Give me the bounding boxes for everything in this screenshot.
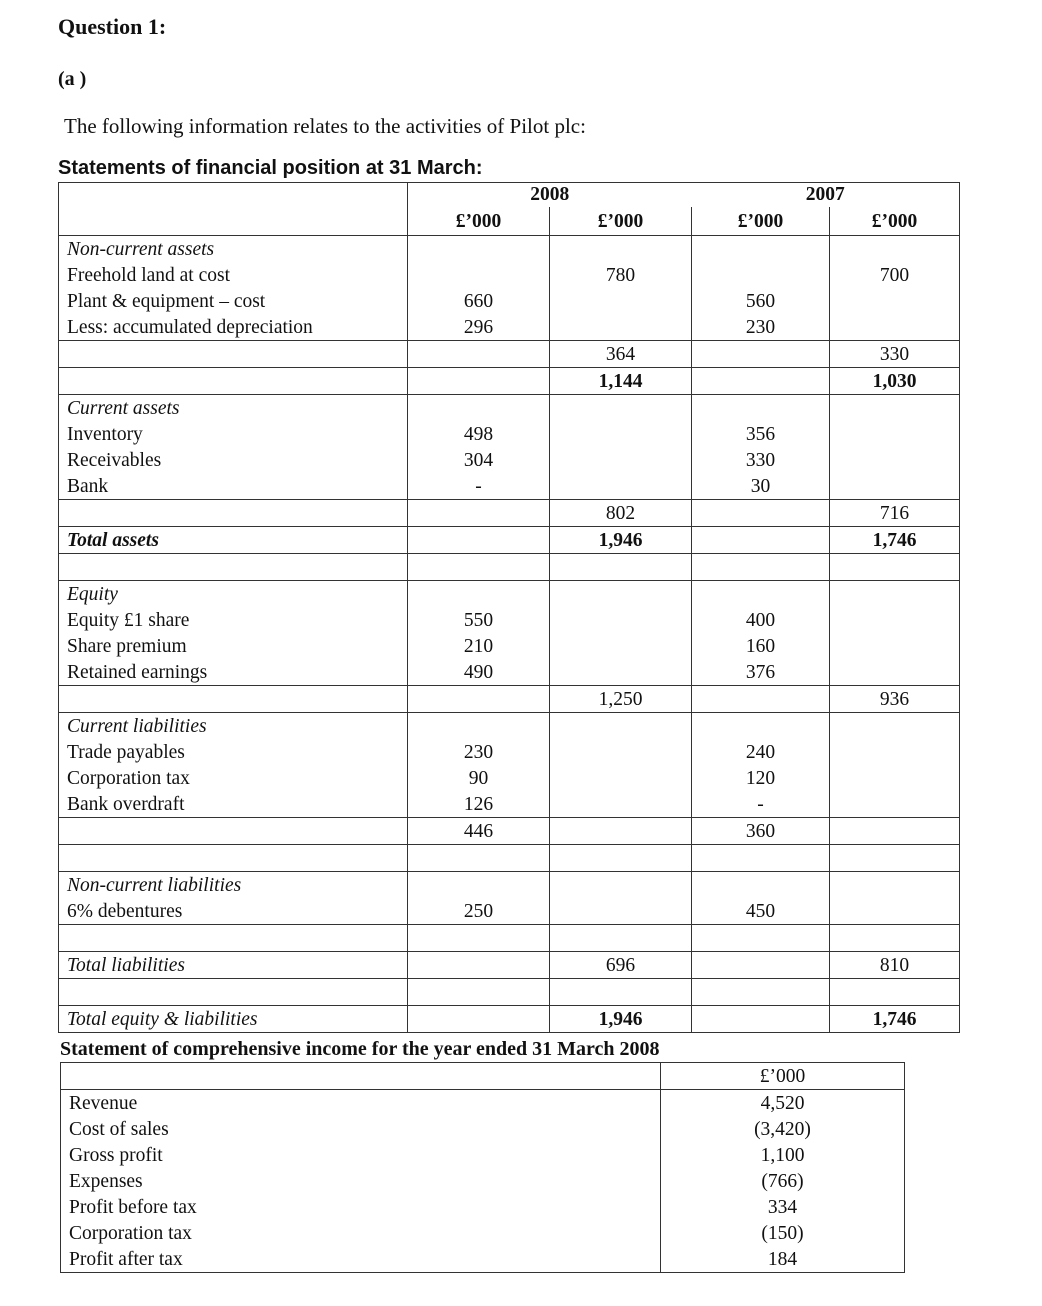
value-cell	[550, 473, 692, 500]
table-row	[59, 368, 960, 395]
row-label	[59, 845, 408, 872]
sci-unit-header: £’000	[661, 1063, 905, 1090]
value-cell	[830, 765, 960, 791]
sci-row-label: Revenue	[61, 1090, 661, 1117]
row-label: Total equity & liabilities	[59, 1006, 408, 1033]
value-cell	[408, 952, 550, 979]
unit-header: £’000	[692, 207, 830, 236]
row-label	[59, 818, 408, 845]
value-cell	[550, 447, 692, 473]
value-cell	[830, 739, 960, 765]
sci-value-cell: 184	[661, 1246, 905, 1273]
value-cell	[692, 952, 830, 979]
value-cell: 330	[692, 447, 830, 473]
value-cell: 1,746	[830, 1006, 960, 1033]
value-cell	[550, 765, 692, 791]
table-row	[59, 421, 960, 447]
value-cell: 810	[830, 952, 960, 979]
table-row	[61, 1194, 905, 1220]
value-cell	[830, 713, 960, 740]
table-row	[59, 659, 960, 686]
sci-row-label: Expenses	[61, 1168, 661, 1194]
financial-position-table	[58, 182, 960, 1033]
value-cell	[692, 368, 830, 395]
row-label	[59, 341, 408, 368]
row-label: 6% debentures	[59, 898, 408, 925]
value-cell	[830, 659, 960, 686]
row-label	[59, 686, 408, 713]
table-row	[59, 554, 960, 581]
value-cell: 1,946	[550, 1006, 692, 1033]
value-cell	[408, 581, 550, 608]
table-row	[59, 314, 960, 341]
table-row	[59, 898, 960, 925]
row-label	[59, 979, 408, 1006]
sci-value-cell: 334	[661, 1194, 905, 1220]
table-row	[59, 1006, 960, 1033]
table-row	[59, 713, 960, 740]
row-label: Freehold land at cost	[59, 262, 408, 288]
table-row	[59, 288, 960, 314]
value-cell: 210	[408, 633, 550, 659]
table-row	[59, 447, 960, 473]
row-label: Non-current liabilities	[59, 872, 408, 899]
table-row	[59, 581, 960, 608]
value-cell: 304	[408, 447, 550, 473]
table-row	[61, 1090, 905, 1117]
unit-header: £’000	[408, 207, 550, 236]
sci-row-label: Gross profit	[61, 1142, 661, 1168]
value-cell: 400	[692, 607, 830, 633]
table-row	[61, 1116, 905, 1142]
value-cell: 240	[692, 739, 830, 765]
value-cell	[830, 314, 960, 341]
value-cell	[692, 872, 830, 899]
value-cell: 330	[830, 341, 960, 368]
row-label: Inventory	[59, 421, 408, 447]
value-cell: 498	[408, 421, 550, 447]
value-cell: 1,144	[550, 368, 692, 395]
table-row	[59, 686, 960, 713]
value-cell	[830, 633, 960, 659]
year-2008-header: 2008	[408, 183, 692, 208]
value-cell	[550, 979, 692, 1006]
value-cell	[830, 845, 960, 872]
row-label: Total assets	[59, 527, 408, 554]
row-label	[59, 925, 408, 952]
value-cell	[692, 581, 830, 608]
value-cell: 376	[692, 659, 830, 686]
table-row	[59, 791, 960, 818]
value-cell	[830, 236, 960, 263]
value-cell	[408, 713, 550, 740]
value-cell	[550, 236, 692, 263]
row-label: Current liabilities	[59, 713, 408, 740]
value-cell: -	[692, 791, 830, 818]
sci-value-cell: (766)	[661, 1168, 905, 1194]
value-cell	[408, 686, 550, 713]
value-cell	[830, 288, 960, 314]
table-row	[59, 341, 960, 368]
row-label: Non-current assets	[59, 236, 408, 263]
value-cell	[692, 236, 830, 263]
sci-row-label: Corporation tax	[61, 1220, 661, 1246]
value-cell: 160	[692, 633, 830, 659]
table-row	[61, 1246, 905, 1273]
row-label: Total liabilities	[59, 952, 408, 979]
value-cell: 1,746	[830, 527, 960, 554]
value-cell: -	[408, 473, 550, 500]
value-cell	[692, 262, 830, 288]
value-cell	[408, 1006, 550, 1033]
value-cell: 296	[408, 314, 550, 341]
table-row	[59, 527, 960, 554]
value-cell: 780	[550, 262, 692, 288]
unit-header: £’000	[830, 207, 960, 236]
row-label: Current assets	[59, 395, 408, 422]
value-cell	[692, 925, 830, 952]
value-cell: 250	[408, 898, 550, 925]
row-label: Corporation tax	[59, 765, 408, 791]
value-cell: 230	[692, 314, 830, 341]
value-cell	[408, 395, 550, 422]
value-cell: 1,946	[550, 527, 692, 554]
value-cell	[408, 368, 550, 395]
row-label: Less: accumulated depreciation	[59, 314, 408, 341]
sci-value-cell: (3,420)	[661, 1116, 905, 1142]
sci-row-label: Cost of sales	[61, 1116, 661, 1142]
table-row	[59, 845, 960, 872]
value-cell	[692, 395, 830, 422]
table-row	[59, 952, 960, 979]
table-row	[61, 1168, 905, 1194]
table-row	[59, 236, 960, 263]
table-row	[61, 1220, 905, 1246]
value-cell	[692, 554, 830, 581]
value-cell: 560	[692, 288, 830, 314]
value-cell	[550, 581, 692, 608]
value-cell	[550, 872, 692, 899]
sci-title: Statement of comprehensive income for the year ended 31 March 2008	[60, 1038, 660, 1060]
value-cell	[550, 791, 692, 818]
table-row	[59, 872, 960, 899]
value-cell	[408, 925, 550, 952]
header-blank-cell	[59, 183, 408, 236]
value-cell	[550, 395, 692, 422]
value-cell	[830, 898, 960, 925]
table-row	[59, 607, 960, 633]
comprehensive-income-table	[60, 1062, 905, 1273]
value-cell	[550, 845, 692, 872]
table-row	[59, 925, 960, 952]
value-cell	[830, 791, 960, 818]
value-cell	[830, 421, 960, 447]
value-cell	[692, 686, 830, 713]
value-cell	[692, 713, 830, 740]
table-row	[59, 765, 960, 791]
value-cell: 364	[550, 341, 692, 368]
value-cell	[408, 500, 550, 527]
row-label: Bank overdraft	[59, 791, 408, 818]
value-cell	[692, 341, 830, 368]
value-cell	[550, 554, 692, 581]
value-cell: 936	[830, 686, 960, 713]
row-label	[59, 554, 408, 581]
value-cell	[550, 288, 692, 314]
table-row	[61, 1142, 905, 1168]
value-cell	[830, 607, 960, 633]
value-cell: 450	[692, 898, 830, 925]
value-cell: 230	[408, 739, 550, 765]
value-cell	[692, 845, 830, 872]
value-cell	[830, 872, 960, 899]
value-cell: 30	[692, 473, 830, 500]
value-cell	[830, 447, 960, 473]
table-row	[59, 395, 960, 422]
value-cell	[408, 979, 550, 1006]
value-cell	[408, 845, 550, 872]
question-heading: Question 1:	[58, 14, 167, 39]
sfp-title: Statements of financial position at 31 March:	[58, 157, 483, 179]
sci-value-cell: 4,520	[661, 1090, 905, 1117]
sci-value-cell: (150)	[661, 1220, 905, 1246]
value-cell: 490	[408, 659, 550, 686]
value-cell	[692, 527, 830, 554]
sci-value-cell: 1,100	[661, 1142, 905, 1168]
value-cell: 120	[692, 765, 830, 791]
table-row	[59, 739, 960, 765]
value-cell	[408, 527, 550, 554]
value-cell	[408, 236, 550, 263]
value-cell: 360	[692, 818, 830, 845]
value-cell	[408, 554, 550, 581]
value-cell: 1,030	[830, 368, 960, 395]
value-cell: 660	[408, 288, 550, 314]
value-cell	[408, 341, 550, 368]
row-label	[59, 368, 408, 395]
table-row	[59, 473, 960, 500]
row-label: Equity £1 share	[59, 607, 408, 633]
value-cell	[830, 925, 960, 952]
value-cell	[830, 554, 960, 581]
value-cell: 1,250	[550, 686, 692, 713]
value-cell	[550, 739, 692, 765]
year-2007-header: 2007	[692, 183, 960, 208]
value-cell	[692, 979, 830, 1006]
value-cell: 700	[830, 262, 960, 288]
table-row	[59, 979, 960, 1006]
value-cell	[550, 898, 692, 925]
value-cell	[830, 473, 960, 500]
value-cell	[550, 421, 692, 447]
value-cell	[692, 500, 830, 527]
unit-header: £’000	[550, 207, 692, 236]
row-label: Equity	[59, 581, 408, 608]
value-cell: 550	[408, 607, 550, 633]
value-cell	[550, 818, 692, 845]
value-cell: 446	[408, 818, 550, 845]
row-label: Bank	[59, 473, 408, 500]
value-cell	[830, 581, 960, 608]
value-cell	[550, 659, 692, 686]
row-label: Receivables	[59, 447, 408, 473]
value-cell	[550, 607, 692, 633]
value-cell	[408, 872, 550, 899]
row-label: Plant & equipment – cost	[59, 288, 408, 314]
row-label: Share premium	[59, 633, 408, 659]
sci-row-label: Profit before tax	[61, 1194, 661, 1220]
table-row	[59, 262, 960, 288]
value-cell: 90	[408, 765, 550, 791]
value-cell	[692, 1006, 830, 1033]
sci-header-blank	[61, 1063, 661, 1090]
value-cell: 126	[408, 791, 550, 818]
value-cell: 716	[830, 500, 960, 527]
value-cell: 802	[550, 500, 692, 527]
table-row	[59, 500, 960, 527]
value-cell	[830, 818, 960, 845]
value-cell	[550, 633, 692, 659]
intro-text: The following information relates to the activities of Pilot plc:	[64, 114, 586, 138]
value-cell	[408, 262, 550, 288]
value-cell	[550, 314, 692, 341]
table-row	[59, 818, 960, 845]
question-part-label: (a )	[58, 68, 87, 90]
sci-row-label: Profit after tax	[61, 1246, 661, 1273]
value-cell	[550, 925, 692, 952]
row-label	[59, 500, 408, 527]
value-cell	[830, 395, 960, 422]
value-cell	[830, 979, 960, 1006]
row-label: Retained earnings	[59, 659, 408, 686]
row-label: Trade payables	[59, 739, 408, 765]
value-cell	[550, 713, 692, 740]
value-cell: 356	[692, 421, 830, 447]
table-row	[59, 633, 960, 659]
value-cell: 696	[550, 952, 692, 979]
